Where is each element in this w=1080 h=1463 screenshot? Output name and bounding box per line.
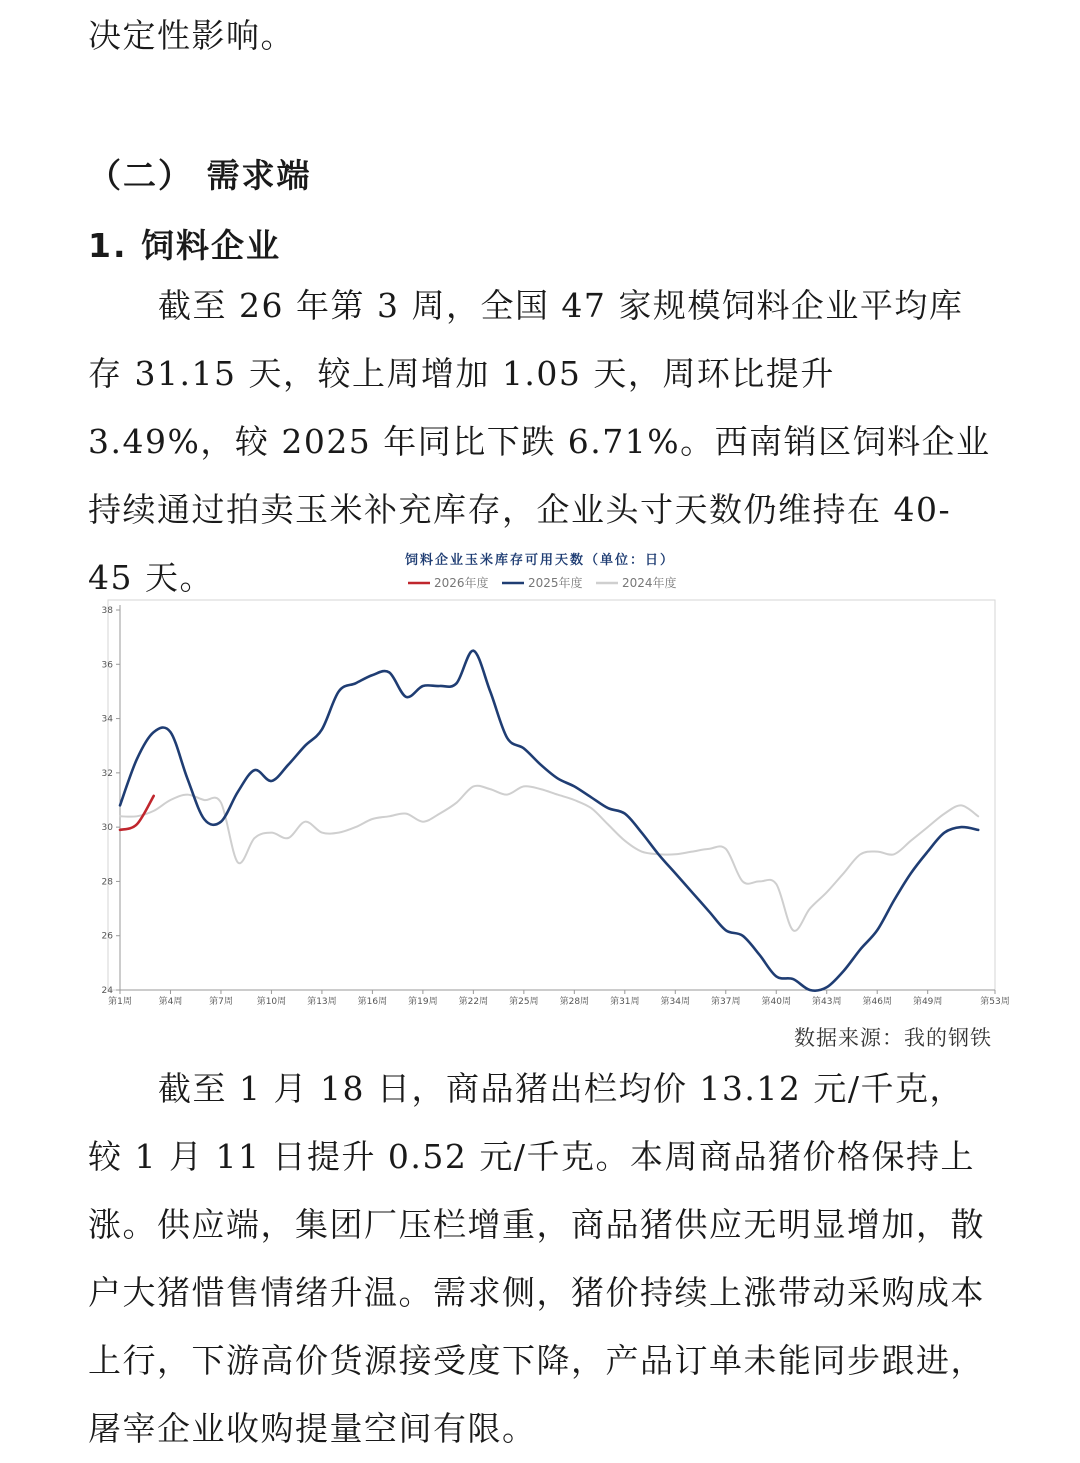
x-tick-label: 第19周 xyxy=(408,997,438,1007)
x-tick-label: 第22周 xyxy=(458,997,489,1007)
x-tick-label: 第43周 xyxy=(812,997,842,1007)
x-tick-label: 第31周 xyxy=(610,997,640,1007)
paragraph-hog-price: 截至 1 月 18 日，商品猪出栏均价 13.12 元/千克，较 1 月 11 日提升 0.52 元/千克。本周商品猪价格保持上涨。供应端，集团厂压栏增重，商品猪供应无明显增加，散户大猪惜售情绪升温。需求侧，猪价持续上涨带动采购成本上行，下游高价货源接受度下降，产品订单未能同步跟进，屠宰企业收购提量空间有限。 xyxy=(88,1069,985,1448)
x-tick-label: 第49周 xyxy=(912,997,943,1007)
paragraph-feed-inventory: 截至 26 年第 3 周，全国 47 家规模饲料企业平均库存 31.15 天，较上周增加 1.05 天，周环比提升 3.49%，较 2025 年同比下跌 6.71%。西南销区饲料企业持续通过拍卖玉米补充库存，企业头寸天数仍维持在 40-45 天。 xyxy=(88,286,991,597)
y-tick-label: 38 xyxy=(101,606,113,616)
x-tick-label: 第10周 xyxy=(256,997,287,1007)
x-tick-label: 第16周 xyxy=(357,997,388,1007)
y-tick-label: 28 xyxy=(101,877,113,888)
x-tick-label: 第1周 xyxy=(108,997,132,1007)
data-source: 数据来源：我的钢铁 xyxy=(794,1026,992,1050)
top-line: 决定性影响。 xyxy=(88,16,295,55)
legend-label-0: 2026年度 xyxy=(434,576,489,590)
legend-label-2: 2024年度 xyxy=(622,576,677,590)
corn-inventory-chart xyxy=(0,540,1080,1060)
x-tick-label: 第28周 xyxy=(559,997,590,1007)
x-tick-label: 第46周 xyxy=(862,997,892,1007)
x-tick-label: 第37周 xyxy=(711,997,741,1007)
y-tick-label: 32 xyxy=(101,768,113,779)
series-line-2024年度 xyxy=(120,786,978,931)
y-tick-label: 24 xyxy=(101,986,113,996)
x-tick-label: 第7周 xyxy=(209,997,233,1007)
series-line-2025年度 xyxy=(120,651,978,991)
y-tick-label: 30 xyxy=(101,823,113,834)
x-tick-label: 第53周 xyxy=(980,997,1010,1007)
y-tick-label: 36 xyxy=(101,660,113,671)
chart-canvas xyxy=(0,540,1080,1020)
x-tick-label: 第34周 xyxy=(660,997,691,1007)
plot-frame xyxy=(108,600,995,990)
legend-label-1: 2025年度 xyxy=(528,576,583,590)
chart-title: 饲料企业玉米库存可用天数（单位：日） xyxy=(404,553,676,568)
y-tick-label: 26 xyxy=(101,931,113,942)
x-tick-label: 第25周 xyxy=(509,997,539,1007)
x-tick-label: 第40周 xyxy=(761,997,791,1007)
y-tick-label: 34 xyxy=(101,714,113,725)
sub-heading: 1. 饲料企业 xyxy=(88,226,281,265)
x-tick-label: 第4周 xyxy=(158,997,183,1007)
x-tick-label: 第13周 xyxy=(307,997,337,1007)
section-heading: （二） 需求端 xyxy=(88,156,312,195)
